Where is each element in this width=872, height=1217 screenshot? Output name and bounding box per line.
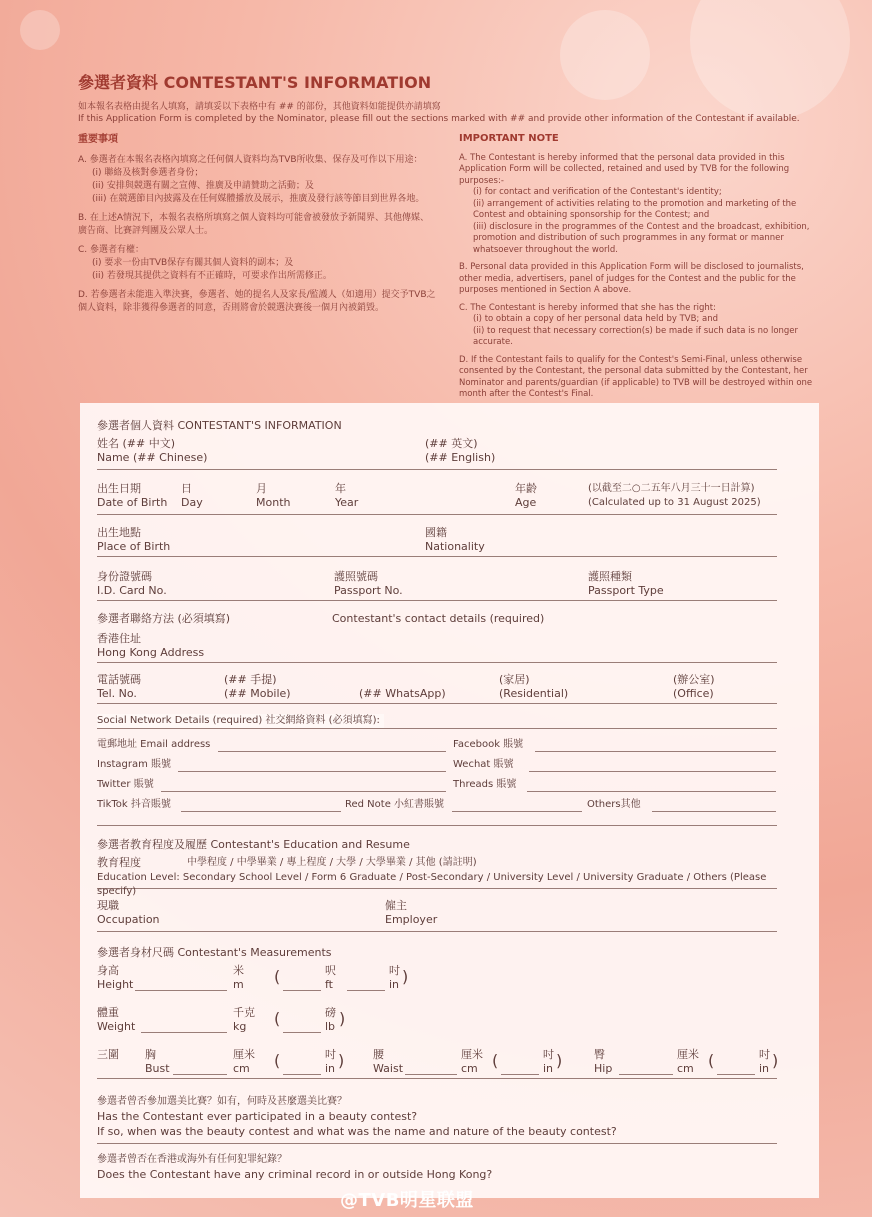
education-row[interactable]: 教育程度 中學程度 / 中學畢業 / 專上程度 / 大學 / 大學畢業 / 其他 (請註明) Education Level: Secondary School Level / Form 6 Graduate / Post-Secondary / University Level / University Graduate / Others (Please specify) [97, 856, 777, 889]
id-row[interactable]: 身份證號碼 I.D. Card No. 護照號碼 Passport No. 護照種類 Passport Type [97, 570, 777, 601]
note-zh-a: A. 參選者在本報名表格內填寫之任何個人資料均為TVB所收集、保存及可作以下用途： (i) 聯絡及核對參選者身份； (ii) 安排與競選有關之宣傳、推廣及申請贊助之活動；及 (iii) 在競選節目內披露及在任何媒體播放及展示，推廣及發行該等節目到世界各地。 [78, 155, 425, 204]
height-row[interactable]: 身高 Height 米 m ( 呎 ft 吋 in ) [97, 964, 409, 991]
note-en-b: B. Personal data provided in this Application Form will be disclosed to journalists, other media, advertisers, panel of judges for the Contest and the public for the purposes mentioned in Section A above. [459, 262, 804, 295]
address-row[interactable]: 香港住址 Hong Kong Address [97, 632, 777, 663]
section-measurements: 參選者身材尺碼 Contestant's Measurements [97, 946, 332, 959]
section-contestant-info: 參選者個人資料 CONTESTANT'S INFORMATION [97, 419, 342, 432]
notes-en [459, 133, 818, 407]
criminal-record-question[interactable]: 參選者曾否在香港或海外有任何犯罪紀錄？ Does the Contestant have any criminal record in or outside Hong Kong? [97, 1154, 493, 1181]
notes-zh-heading: 重要事項 [78, 134, 118, 145]
intro-en: If this Application Form is completed by the Nominator, please fill out the sections marked with ## and provide other information of the Contestant if available. [78, 114, 800, 124]
beauty-contest-question[interactable]: 參選者曾否參加選美比賽？如有，何時及甚麼選美比賽？ Has the Contestant ever participated in a beauty contest? If so, when was the beauty contest and what was the name and nature of the beauty contest? [97, 1095, 777, 1144]
notes [78, 133, 818, 407]
note-en-c: C. The Contestant is hereby informed that she has the right: (i) to obtain a copy of her personal data held by TVB; and (ii) to request that necessary correction(s) be made if such data is no longer accurate. [459, 302, 799, 347]
social-row: Social Network Details (required) 社交網絡資料 (必須填寫): [97, 714, 777, 729]
dob-row[interactable]: 出生日期 Date of Birth 日 Day 月 Month 年 Year 年齡 Age (以截至二○二五年八月三十一日計算) (Calculated up to 31 August 2025) [97, 482, 777, 515]
note-zh-b: B. 在上述A情況下，本報名表格所填寫之個人資料均可能會被發放予新聞界、其他傳媒、廣告商、比賽評判團及公眾人士。 [78, 213, 430, 236]
name-row[interactable]: 姓名 (## 中文) Name (## Chinese) (## 英文) (## English) [97, 437, 777, 470]
notes-en-heading: IMPORTANT NOTE [459, 133, 559, 144]
occupation-row[interactable]: 現職 Occupation 僱主 Employer [97, 899, 777, 932]
note-en-a: A. The Contestant is hereby informed that the personal data provided in this Application Form will be collected, retained and used by TVB for the following purposes:- (i) for contact and verification of the Contestant's identity; (ii) arrangement of activities relating to the promotion and marketing of the Contest and obtaining sponsorship for the Contest; and (iii) disclosure in the programmes of the Contest and the broadcast, exhibition, promotion and distribution of such programmes in any format or manner whatsoever throughout the world. [459, 152, 810, 255]
section-education: 參選者教育程度及履歷 Contestant's Education and Resume [97, 838, 410, 851]
pob-row[interactable]: 出生地點 Place of Birth 國籍 Nationality [97, 526, 777, 557]
tiktok-rednote-row[interactable]: TikTok 抖音賬號 Red Note 小紅書賬號 Others其他 [97, 798, 777, 812]
notes-zh [78, 133, 437, 407]
note-en-d: D. If the Contestant fails to qualify for the Contest's Semi-Final, unless otherwise consented by the Contestant, the personal data submitted by the Contestant, her Nominator and parents/guardian (if applicable) to TVB will be destroyed within one month after the Contest's Final. [459, 354, 813, 399]
contact-heading-zh: 參選者聯絡方法 (必須填寫) [97, 612, 231, 625]
header [78, 70, 818, 125]
contact-heading-en: Contestant's contact details (required) [332, 612, 545, 625]
email-facebook-row[interactable]: 電郵地址 Email address Facebook 賬號 [97, 738, 777, 752]
weight-row[interactable]: 體重 Weight 千克 kg ( 磅 lb ) [97, 1006, 346, 1033]
divider [97, 821, 777, 826]
twitter-threads-row[interactable]: Twitter 賬號 Threads 賬號 [97, 778, 777, 792]
note-zh-c: C. 參選者有權： (i) 要求一份由TVB保存有關其個人資料的副本；及 (ii) 若發現其提供之資料有不正確時，可要求作出所需修正。 [78, 245, 332, 281]
watermark: @TVB明星联盟 [340, 1190, 474, 1211]
page-title: 參選者資料 CONTESTANT'S INFORMATION [78, 73, 432, 92]
form-panel [80, 403, 819, 1198]
instagram-wechat-row[interactable]: Instagram 賬號 Wechat 賬號 [97, 758, 777, 772]
tel-row[interactable]: 電話號碼 Tel. No. (## 手提) (## Mobile) (## WhatsApp) (家居) (Residential) (辦公室) (Office) [97, 673, 777, 704]
bokeh-light [20, 10, 60, 50]
three-sizes-row[interactable]: 三圍 胸 Bust 厘米 cm ( 吋 in ) 腰 Waist 厘米 cm ( 吋 in ) 臀 Hip 厘米 cm ( 吋 in ) [97, 1048, 777, 1079]
intro-zh: 如本報名表格由提名人填寫，請填妥以下表格中有 ## 的部份，其他資料如能提供亦請填寫 [78, 102, 441, 112]
note-zh-d: D. 若參選者未能進入準決賽，參選者、她的提名人及家長/監護人（如適用）提交予TVB之個人資料，除非獲得參選者的同意，否則將會於競選決賽後一個月內被銷毀。 [78, 290, 436, 313]
